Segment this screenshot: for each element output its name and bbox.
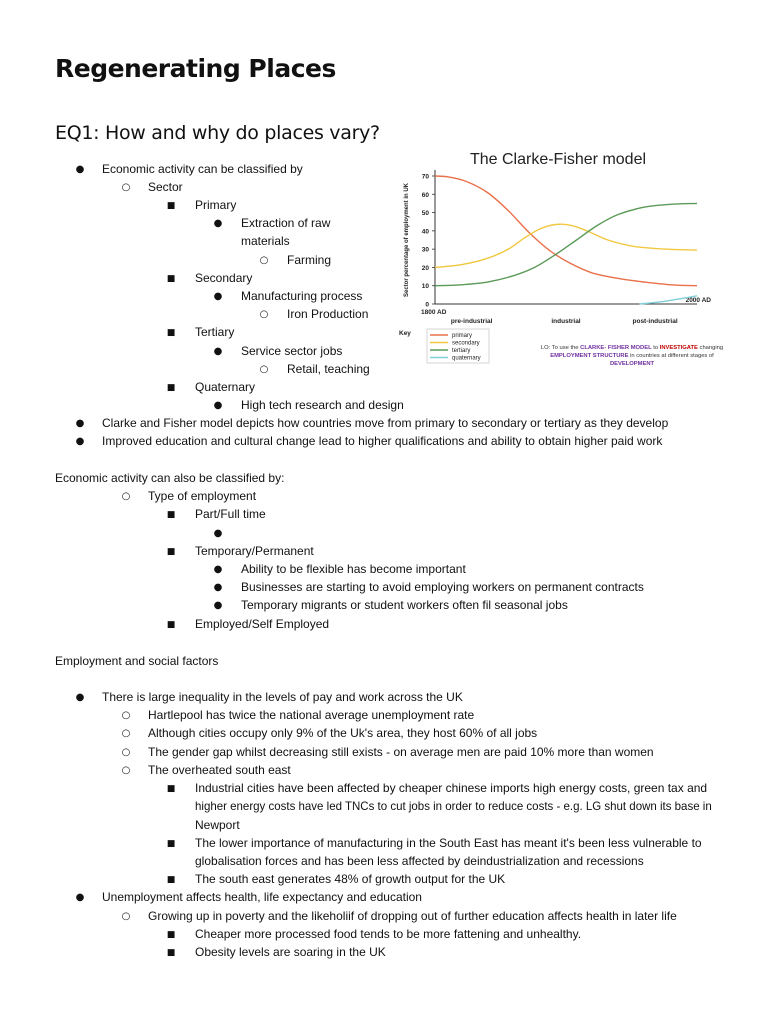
stage-label: industrial (551, 318, 581, 325)
caption-fragment: CLARKE- FISHER MODEL (580, 345, 652, 351)
bullet-marker: ■ (166, 201, 176, 211)
bullet-marker: ■ (166, 510, 176, 520)
note-text: Growing up in poverty and the likeholiif of dropping out of further education affects health in later life (148, 909, 677, 923)
bullet-marker: ○ (121, 491, 131, 502)
bullet-marker: ■ (166, 328, 176, 338)
note-text: Cheaper more processed food tends to be more fattening and unhealthy. (195, 927, 582, 941)
note-text: Employment and social factors (55, 654, 219, 668)
note-text: Tertiary (195, 325, 235, 339)
note-text: Primary (195, 198, 237, 212)
note-text: Although cities occupy only 9% of the Uk's area, they host 60% of all jobs (148, 726, 538, 740)
y-tick-label: 30 (421, 246, 429, 254)
bullet-marker: ○ (121, 728, 131, 739)
caption-fragment: in countries at different stages of (628, 353, 714, 359)
note-text: globalisation forces and has been less affected by deindustrialization and recessions (195, 854, 644, 868)
y-tick-label: 10 (421, 283, 429, 291)
bullet-marker: ■ (166, 383, 176, 393)
bullet-marker: ■ (166, 839, 176, 849)
bullet-marker: ● (213, 218, 223, 229)
note-text: Retail, teaching (287, 362, 370, 376)
bullet-marker: ○ (259, 364, 269, 375)
caption-fragment: DEVELOPMENT (609, 361, 655, 367)
stage-label: pre-industrial (450, 318, 493, 325)
note-text: Ability to be flexible has become important (241, 562, 466, 576)
note-text: Sector (148, 180, 183, 194)
note-text: Part/Full time (195, 507, 266, 521)
y-tick-label: 40 (421, 228, 429, 236)
y-tick-label: 70 (421, 173, 429, 181)
bullet-marker: ■ (166, 620, 176, 630)
bullet-marker: ■ (166, 784, 176, 794)
bullet-marker: ● (75, 164, 85, 175)
note-text: Industrial cities have been affected by cheaper chinese imports high energy costs, green tax and (195, 781, 708, 795)
bullet-marker: ○ (259, 255, 269, 266)
note-text: Manufacturing process (241, 289, 363, 303)
bullet-marker: ○ (121, 747, 131, 758)
caption-fragment: to (651, 345, 660, 351)
note-text: Businesses are starting to avoid employing workers on permanent contracts (241, 580, 644, 594)
note-text: Economic activity can also be classified by: (55, 471, 285, 485)
bullet-marker: ■ (166, 948, 176, 958)
bullet-marker: ● (213, 346, 223, 357)
bullet-marker: ● (75, 692, 85, 703)
bullet-marker: ○ (121, 911, 131, 922)
bullet-marker: ■ (166, 547, 176, 557)
note-text: Newport (195, 818, 240, 832)
note-text: High tech research and design (241, 398, 404, 412)
note-text: The south east generates 48% of growth output for the UK (195, 872, 506, 886)
bullet-marker: ● (75, 436, 85, 447)
note-text: Quaternary (195, 380, 256, 394)
x-end-label: 2000 AD (685, 297, 711, 304)
note-text: Employed/Self Employed (195, 617, 330, 631)
bullet-marker: ■ (166, 875, 176, 885)
bullet-marker: ● (213, 291, 223, 302)
caption-fragment: INVESTIGATE (659, 345, 698, 351)
chart-title: The Clarke-Fisher model (469, 151, 647, 168)
y-tick-label: 60 (421, 191, 429, 199)
y-tick-label: 20 (421, 264, 429, 272)
note-text: Hartlepool has twice the national average unemployment rate (148, 708, 475, 722)
y-tick-label: 50 (421, 210, 429, 218)
bullet-marker: ○ (259, 309, 269, 320)
legend-label: tertiary (452, 348, 471, 355)
caption-fragment: LO: To use the (540, 345, 581, 351)
legend-title: Key (399, 330, 411, 337)
bullet-marker: ● (213, 600, 223, 611)
bullet-marker: ○ (121, 182, 131, 193)
bullet-marker: ■ (166, 274, 176, 284)
note-text: higher energy costs have led TNCs to cut jobs in order to reduce costs - e.g. LG shut down its base in (195, 799, 712, 813)
caption-fragment: EMPLOYMENT STRUCTURE (550, 353, 629, 359)
bullet-marker: ● (213, 528, 223, 539)
bullet-marker: ○ (121, 710, 131, 721)
note-text: Unemployment affects health, life expectancy and education (102, 890, 422, 904)
chart-caption-line (550, 353, 714, 359)
caption-fragment: changing (697, 345, 724, 351)
page-title: Regenerating Places (55, 54, 336, 83)
bullet-marker: ● (75, 418, 85, 429)
bullet-marker: ■ (166, 930, 176, 940)
note-text: Type of employment (148, 489, 257, 503)
stage-label: post-industrial (632, 318, 678, 325)
bullet-marker: ● (213, 582, 223, 593)
note-text: Improved education and cultural change lead to higher qualifications and ability to obtain higher paid work (102, 434, 663, 448)
clarke-fisher-chart (385, 138, 730, 370)
note-text: Obesity levels are soaring in the UK (195, 945, 386, 959)
bullet-marker: ● (213, 400, 223, 411)
note-text: Secondary (195, 271, 253, 285)
legend-label: secondary (452, 340, 480, 347)
note-text: The lower importance of manufacturing in the South East has meant it's been less vulnerable to (195, 836, 702, 850)
bullet-marker: ● (75, 892, 85, 903)
bullet-marker: ○ (121, 765, 131, 776)
x-start-label: 1800 AD (421, 309, 447, 316)
note-text: There is large inequality in the levels of pay and work across the UK (102, 690, 463, 704)
chart-caption-line (610, 361, 655, 367)
y-axis-label: Sector percentage of employment in UK (404, 182, 410, 298)
legend-label: primary (452, 333, 473, 340)
note-text: Service sector jobs (241, 344, 343, 358)
section-heading: EQ1: How and why do places vary? (55, 122, 380, 144)
y-tick-label: 0 (425, 301, 429, 309)
chart-caption-line (541, 345, 723, 351)
legend-label: quaternary (452, 355, 481, 362)
note-text: Iron Production (287, 307, 369, 321)
note-text: The gender gap whilst decreasing still exists - on average men are paid 10% more than women (148, 745, 654, 759)
note-text: The overheated south east (148, 763, 291, 777)
note-text: Temporary migrants or student workers often fil seasonal jobs (241, 598, 568, 612)
note-text: Temporary/Permanent (195, 544, 314, 558)
note-text: Economic activity can be classified by (102, 162, 303, 176)
bullet-marker: ● (213, 564, 223, 575)
note-text: Farming (287, 253, 332, 267)
note-text: materials (241, 234, 290, 248)
note-text: Extraction of raw (241, 216, 331, 230)
note-text: Clarke and Fisher model depicts how countries move from primary to secondary or tertiary as they develop (102, 416, 669, 430)
